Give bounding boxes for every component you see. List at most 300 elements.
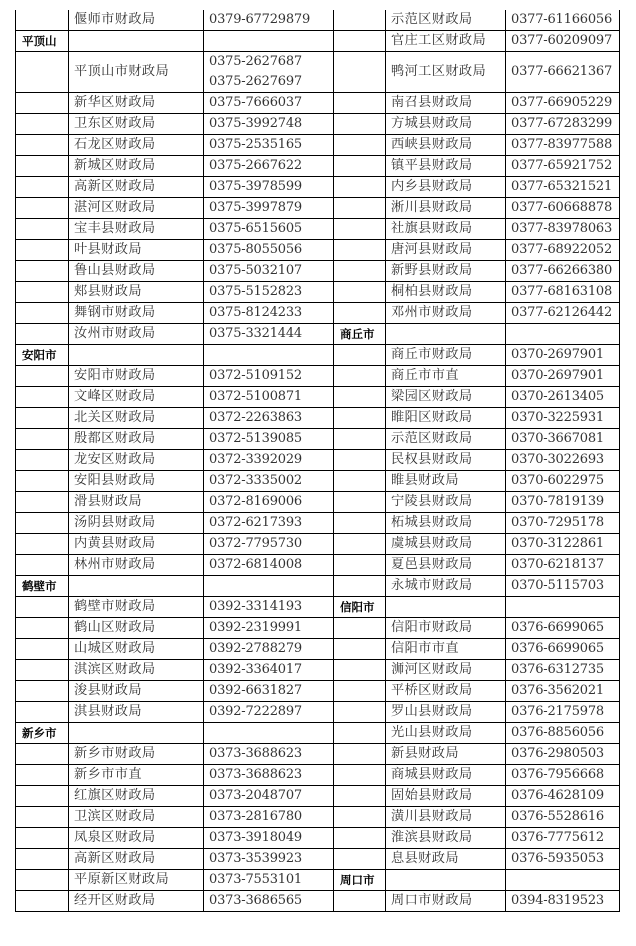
phone-line: 0375-8124233	[209, 305, 302, 320]
phone-line: 0372-5109152	[209, 368, 302, 383]
phone-number	[506, 471, 620, 492]
table-row	[334, 429, 620, 450]
phone-line: 0370-2697901	[511, 368, 604, 383]
office-name: 邓州市财政局	[386, 303, 506, 324]
phone-line: 0376-5935053	[511, 851, 604, 866]
table-row	[16, 765, 334, 786]
office-name: 卫滨区财政局	[69, 807, 204, 828]
empty-cell	[506, 324, 620, 345]
table-row	[334, 702, 620, 723]
city-header-row	[16, 31, 334, 52]
phone-number	[506, 765, 620, 786]
office-name: 山城区财政局	[69, 639, 204, 660]
phone-line: 0376-7956668	[511, 767, 604, 782]
empty-cell	[334, 282, 386, 303]
office-name: 北关区财政局	[69, 408, 204, 429]
phone-line: 0377-66621367	[511, 64, 613, 79]
phone-number	[204, 324, 334, 345]
office-name: 平桥区财政局	[386, 681, 506, 702]
phone-number	[506, 10, 620, 31]
phone-number	[204, 618, 334, 639]
office-name: 偃师市财政局	[69, 10, 204, 31]
phone-line: 0370-5115703	[511, 578, 604, 593]
office-name: 新华区财政局	[69, 93, 204, 114]
empty-cell	[334, 198, 386, 219]
table-row	[334, 177, 620, 198]
phone-line: 0375-2627687	[209, 54, 302, 69]
phone-number	[506, 702, 620, 723]
phone-number	[204, 513, 334, 534]
phone-number	[204, 702, 334, 723]
phone-line: 0372-3392029	[209, 452, 302, 467]
empty-cell	[334, 10, 386, 31]
phone-number	[506, 408, 620, 429]
phone-number	[204, 240, 334, 261]
table-row	[16, 870, 334, 891]
office-name: 鹤壁市财政局	[69, 597, 204, 618]
phone-number	[204, 387, 334, 408]
table-row	[334, 555, 620, 576]
empty-cell	[334, 52, 386, 93]
phone-number	[204, 681, 334, 702]
office-name: 内乡县财政局	[386, 177, 506, 198]
city-label: 周口市	[334, 870, 386, 891]
phone-line: 0372-7795730	[209, 536, 302, 551]
phone-number	[204, 639, 334, 660]
office-name: 湛河区财政局	[69, 198, 204, 219]
office-name: 西峡县财政局	[386, 135, 506, 156]
empty-cell	[16, 492, 69, 513]
phone-number	[204, 114, 334, 135]
empty-cell	[16, 471, 69, 492]
phone-number	[204, 807, 334, 828]
office-name: 潢川县财政局	[386, 807, 506, 828]
office-name: 罗山县财政局	[386, 702, 506, 723]
phone-line: 0376-8856056	[511, 725, 604, 740]
empty-cell	[334, 576, 386, 597]
table-row	[334, 618, 620, 639]
phone-line: 0392-3364017	[209, 662, 302, 677]
office-name: 高新区财政局	[69, 849, 204, 870]
phone-line: 0377-66905229	[511, 95, 613, 110]
empty-cell	[16, 177, 69, 198]
table-row	[16, 513, 334, 534]
empty-cell	[16, 387, 69, 408]
phone-line: 0375-3978599	[209, 179, 302, 194]
office-name: 浚县财政局	[69, 681, 204, 702]
city-label: 信阳市	[334, 597, 386, 618]
phone-number	[204, 555, 334, 576]
empty-cell	[16, 114, 69, 135]
table-row	[16, 597, 334, 618]
office-name: 周口市财政局	[386, 891, 506, 912]
office-name: 社旗县财政局	[386, 219, 506, 240]
office-name: 平原新区财政局	[69, 870, 204, 891]
office-name: 商丘市财政局	[386, 345, 506, 366]
office-name: 高新区财政局	[69, 177, 204, 198]
phone-number	[204, 744, 334, 765]
office-name: 睢县财政局	[386, 471, 506, 492]
phone-number	[204, 198, 334, 219]
phone-line: 0370-2613405	[511, 389, 604, 404]
table-row	[334, 639, 620, 660]
table-row	[334, 10, 620, 31]
phone-number	[506, 849, 620, 870]
office-name: 示范区财政局	[386, 10, 506, 31]
empty-cell	[334, 639, 386, 660]
table-row	[334, 387, 620, 408]
empty-cell	[334, 534, 386, 555]
table-row	[334, 31, 620, 52]
table-row	[16, 828, 334, 849]
phone-line: 0370-7819139	[511, 494, 604, 509]
empty-cell	[16, 513, 69, 534]
table-row	[334, 576, 620, 597]
empty-cell	[69, 723, 204, 744]
office-name: 商丘市市直	[386, 366, 506, 387]
phone-number	[506, 723, 620, 744]
table-row	[16, 93, 334, 114]
phone-number	[506, 555, 620, 576]
phone-number	[506, 219, 620, 240]
empty-cell	[334, 744, 386, 765]
phone-line: 0376-5528616	[511, 809, 604, 824]
office-name: 信阳市市直	[386, 639, 506, 660]
empty-cell	[334, 219, 386, 240]
empty-cell	[334, 93, 386, 114]
phone-number	[204, 366, 334, 387]
office-name: 桐柏县财政局	[386, 282, 506, 303]
city-header-row	[334, 324, 620, 345]
office-name: 龙安区财政局	[69, 450, 204, 471]
office-name: 新野县财政局	[386, 261, 506, 282]
phone-line: 0376-2980503	[511, 746, 604, 761]
table-row	[334, 891, 620, 912]
empty-cell	[334, 156, 386, 177]
empty-cell	[16, 324, 69, 345]
city-label: 商丘市	[334, 324, 386, 345]
empty-cell	[334, 513, 386, 534]
table-row	[16, 261, 334, 282]
phone-number	[506, 303, 620, 324]
empty-cell	[334, 366, 386, 387]
empty-cell	[386, 870, 506, 891]
empty-cell	[16, 870, 69, 891]
phone-line: 0370-3122861	[511, 536, 604, 551]
table-row	[16, 471, 334, 492]
phone-line: 0370-6218137	[511, 557, 604, 572]
table-row	[16, 681, 334, 702]
office-name: 淇县财政局	[69, 702, 204, 723]
empty-cell	[334, 807, 386, 828]
phone-number	[506, 576, 620, 597]
phone-line: 0372-6217393	[209, 515, 302, 530]
empty-cell	[334, 261, 386, 282]
phone-number	[204, 828, 334, 849]
empty-cell	[16, 261, 69, 282]
table-row	[334, 408, 620, 429]
office-name: 方城县财政局	[386, 114, 506, 135]
empty-cell	[16, 429, 69, 450]
table-row	[334, 52, 620, 93]
empty-cell	[16, 597, 69, 618]
table-row	[334, 114, 620, 135]
table-row	[16, 555, 334, 576]
table-row	[334, 471, 620, 492]
empty-cell	[16, 10, 69, 31]
phone-number	[506, 93, 620, 114]
city-label: 新乡市	[16, 723, 69, 744]
empty-cell	[334, 345, 386, 366]
table-row	[334, 492, 620, 513]
table-row	[16, 135, 334, 156]
office-name: 新城区财政局	[69, 156, 204, 177]
office-name: 安阳县财政局	[69, 471, 204, 492]
phone-line: 0376-4628109	[511, 788, 604, 803]
empty-cell	[16, 765, 69, 786]
table-row	[16, 114, 334, 135]
office-name: 永城市财政局	[386, 576, 506, 597]
phone-number	[204, 786, 334, 807]
empty-cell	[16, 618, 69, 639]
empty-cell	[334, 555, 386, 576]
empty-cell	[386, 597, 506, 618]
phone-number	[204, 891, 334, 912]
table-row	[334, 198, 620, 219]
empty-cell	[334, 135, 386, 156]
phone-number	[204, 492, 334, 513]
phone-line: 0377-65921752	[511, 158, 613, 173]
office-name: 示范区财政局	[386, 429, 506, 450]
empty-cell	[334, 723, 386, 744]
empty-cell	[16, 156, 69, 177]
phone-line: 0372-6814008	[209, 557, 302, 572]
phone-line: 0375-3997879	[209, 200, 302, 215]
empty-cell	[16, 303, 69, 324]
phone-number	[204, 534, 334, 555]
table-row	[334, 744, 620, 765]
table-row	[334, 282, 620, 303]
empty-cell	[334, 303, 386, 324]
table-row	[334, 135, 620, 156]
office-name: 淇滨区财政局	[69, 660, 204, 681]
phone-number	[204, 282, 334, 303]
office-name: 宝丰县财政局	[69, 219, 204, 240]
phone-number	[506, 618, 620, 639]
phone-number	[204, 597, 334, 618]
empty-cell	[69, 31, 204, 52]
phone-line: 0370-3225931	[511, 410, 604, 425]
phone-number	[204, 870, 334, 891]
table-row	[16, 240, 334, 261]
table-row	[16, 219, 334, 240]
phone-line: 0370-3667081	[511, 431, 604, 446]
table-row	[16, 429, 334, 450]
empty-cell	[16, 744, 69, 765]
phone-line: 0373-2048707	[209, 788, 302, 803]
empty-cell	[334, 681, 386, 702]
phone-line: 0377-68163108	[511, 284, 613, 299]
table-row	[16, 807, 334, 828]
phone-number	[204, 408, 334, 429]
empty-cell	[16, 198, 69, 219]
office-name: 鲁山县财政局	[69, 261, 204, 282]
office-name: 镇平县财政局	[386, 156, 506, 177]
phone-line: 0376-6312735	[511, 662, 604, 677]
empty-cell	[16, 555, 69, 576]
table-row	[16, 282, 334, 303]
phone-number	[506, 660, 620, 681]
phone-number	[506, 240, 620, 261]
phone-number	[506, 807, 620, 828]
phone-number	[506, 31, 620, 52]
phone-line: 0373-7553101	[209, 872, 302, 887]
city-header-row	[16, 345, 334, 366]
phone-line: 0375-3321444	[209, 326, 302, 341]
phone-line: 0375-2627697	[209, 74, 302, 89]
phone-number	[506, 261, 620, 282]
phone-line: 0392-3314193	[209, 599, 302, 614]
office-name: 汤阴县财政局	[69, 513, 204, 534]
office-name: 官庄工区财政局	[386, 31, 506, 52]
office-name: 虞城县财政局	[386, 534, 506, 555]
empty-cell	[16, 681, 69, 702]
office-name: 安阳市财政局	[69, 366, 204, 387]
office-name: 新县财政局	[386, 744, 506, 765]
phone-line: 0379-67729879	[209, 12, 311, 27]
table-row	[334, 807, 620, 828]
table-row	[334, 219, 620, 240]
table-row	[334, 786, 620, 807]
office-name: 息县财政局	[386, 849, 506, 870]
phone-number	[506, 786, 620, 807]
table-row	[334, 660, 620, 681]
phone-line: 0373-3539923	[209, 851, 302, 866]
table-row	[334, 93, 620, 114]
empty-cell	[204, 31, 334, 52]
city-label: 鹤壁市	[16, 576, 69, 597]
phone-line: 0373-3688623	[209, 746, 302, 761]
phone-number	[204, 849, 334, 870]
empty-cell	[16, 450, 69, 471]
table-row	[16, 891, 334, 912]
empty-cell	[334, 660, 386, 681]
empty-cell	[334, 471, 386, 492]
phone-number	[506, 891, 620, 912]
empty-cell	[506, 597, 620, 618]
phone-line: 0377-83977588	[511, 137, 613, 152]
empty-cell	[334, 408, 386, 429]
table-row	[16, 849, 334, 870]
phone-number	[506, 114, 620, 135]
empty-cell	[16, 219, 69, 240]
table-row	[16, 639, 334, 660]
table-row	[16, 534, 334, 555]
empty-cell	[334, 849, 386, 870]
table-row	[16, 660, 334, 681]
empty-cell	[16, 891, 69, 912]
empty-cell	[69, 345, 204, 366]
office-name: 叶县财政局	[69, 240, 204, 261]
empty-cell	[16, 135, 69, 156]
phone-line: 0375-6515605	[209, 221, 302, 236]
phone-line: 0372-3335002	[209, 473, 302, 488]
phone-number	[506, 366, 620, 387]
office-name: 光山县财政局	[386, 723, 506, 744]
office-name: 卫东区财政局	[69, 114, 204, 135]
city-header-row	[16, 576, 334, 597]
city-label: 安阳市	[16, 345, 69, 366]
office-name: 舞钢市财政局	[69, 303, 204, 324]
office-name: 信阳市财政局	[386, 618, 506, 639]
empty-cell	[334, 240, 386, 261]
phone-line: 0377-67283299	[511, 116, 613, 131]
phone-line: 0372-5139085	[209, 431, 302, 446]
table-row	[334, 450, 620, 471]
table-row	[334, 366, 620, 387]
table-row	[334, 513, 620, 534]
phone-number	[506, 135, 620, 156]
table-row	[16, 10, 334, 31]
table-row	[334, 240, 620, 261]
phone-line: 0372-8169006	[209, 494, 302, 509]
phone-number	[506, 492, 620, 513]
table-row	[334, 345, 620, 366]
table-row	[334, 828, 620, 849]
office-name: 柘城县财政局	[386, 513, 506, 534]
phone-number	[204, 93, 334, 114]
phone-line: 0375-5152823	[209, 284, 302, 299]
phone-number	[506, 681, 620, 702]
empty-cell	[386, 324, 506, 345]
phone-number	[506, 828, 620, 849]
empty-cell	[204, 576, 334, 597]
office-name: 凤泉区财政局	[69, 828, 204, 849]
office-name: 平顶山市财政局	[69, 52, 204, 93]
phone-number	[506, 156, 620, 177]
phone-line: 0392-7222897	[209, 704, 302, 719]
phone-number	[204, 261, 334, 282]
office-name: 新乡市市直	[69, 765, 204, 786]
empty-cell	[16, 807, 69, 828]
phone-number	[204, 471, 334, 492]
phone-line: 0376-3562021	[511, 683, 604, 698]
phone-number	[506, 534, 620, 555]
left-directory-table	[15, 10, 334, 912]
office-name: 鸭河工区财政局	[386, 52, 506, 93]
office-name: 淮滨县财政局	[386, 828, 506, 849]
phone-number	[204, 450, 334, 471]
phone-number	[506, 513, 620, 534]
table-row	[16, 156, 334, 177]
phone-number	[204, 303, 334, 324]
office-name: 商城县财政局	[386, 765, 506, 786]
phone-line: 0375-7666037	[209, 95, 302, 110]
office-name: 经开区财政局	[69, 891, 204, 912]
phone-number	[506, 177, 620, 198]
phone-line: 0370-7295178	[511, 515, 604, 530]
table-row	[16, 177, 334, 198]
empty-cell	[16, 366, 69, 387]
phone-line: 0377-62126442	[511, 305, 613, 320]
phone-line: 0375-3992748	[209, 116, 302, 131]
phone-number	[204, 135, 334, 156]
phone-number	[204, 52, 334, 93]
empty-cell	[334, 177, 386, 198]
phone-line: 0377-83978063	[511, 221, 613, 236]
office-name: 红旗区财政局	[69, 786, 204, 807]
phone-number	[204, 429, 334, 450]
